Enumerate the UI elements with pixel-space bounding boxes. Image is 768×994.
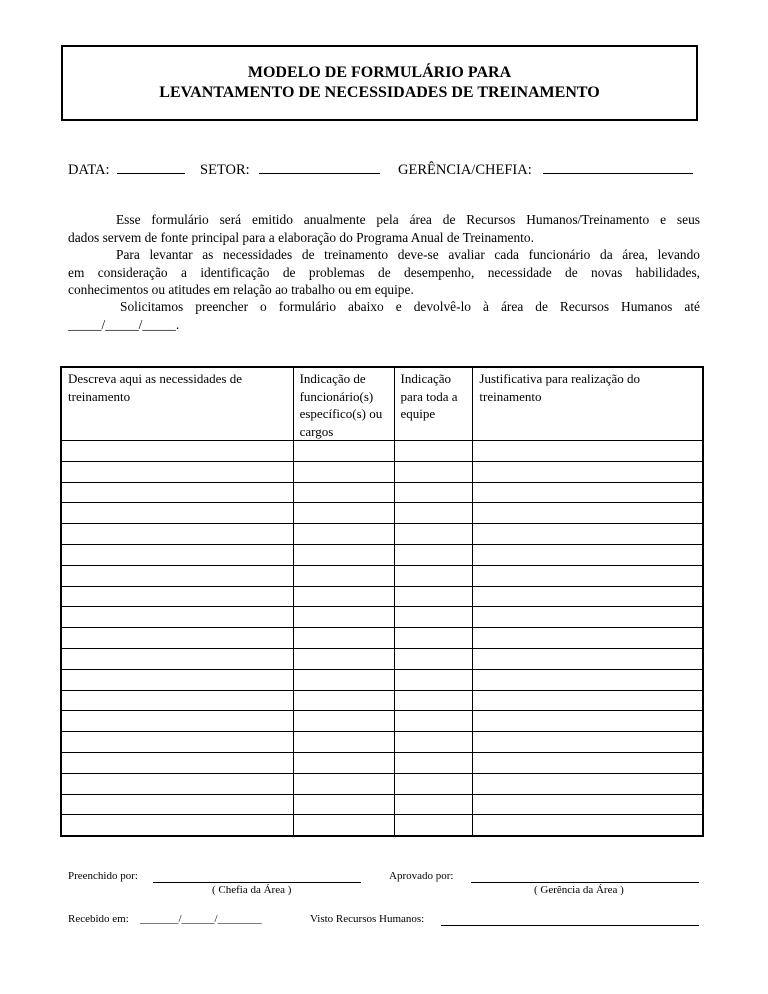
recebido-label: Recebido em: xyxy=(68,913,129,925)
table-cell-employees[interactable] xyxy=(293,461,394,482)
table-cell-team[interactable] xyxy=(394,773,473,794)
table-cell-justification[interactable] xyxy=(473,482,703,503)
table-cell-employees[interactable] xyxy=(293,794,394,815)
table-cell-justification[interactable] xyxy=(473,544,703,565)
table-cell-team[interactable] xyxy=(394,441,473,462)
preenchido-signature-line[interactable] xyxy=(153,882,361,883)
aprovado-label: Aprovado por: xyxy=(389,870,454,882)
chefia-caption: ( Chefia da Área ) xyxy=(212,884,292,896)
table-cell-employees[interactable] xyxy=(293,690,394,711)
table-cell-employees[interactable] xyxy=(293,815,394,836)
table-cell-needs[interactable] xyxy=(61,586,293,607)
gerencia-field[interactable] xyxy=(398,158,693,179)
table-cell-employees[interactable] xyxy=(293,711,394,732)
table-cell-employees[interactable] xyxy=(293,648,394,669)
intro-p1-line2: dados servem de fonte principal para a elaboração do Programa Anual de Treinamento. xyxy=(68,229,534,245)
table-row xyxy=(61,711,703,732)
table-cell-employees[interactable] xyxy=(293,628,394,649)
table-row xyxy=(61,648,703,669)
table-cell-employees[interactable] xyxy=(293,565,394,586)
table-cell-justification[interactable] xyxy=(473,690,703,711)
table-cell-justification[interactable] xyxy=(473,524,703,545)
table-cell-team[interactable] xyxy=(394,815,473,836)
table-cell-needs[interactable] xyxy=(61,669,293,690)
table-cell-team[interactable] xyxy=(394,648,473,669)
data-label: DATA: xyxy=(68,162,110,178)
table-row xyxy=(61,482,703,503)
table-cell-justification[interactable] xyxy=(473,669,703,690)
table-cell-needs[interactable] xyxy=(61,565,293,586)
table-cell-needs[interactable] xyxy=(61,461,293,482)
table-cell-team[interactable] xyxy=(394,669,473,690)
table-cell-team[interactable] xyxy=(394,544,473,565)
table-cell-team[interactable] xyxy=(394,461,473,482)
table-cell-team[interactable] xyxy=(394,690,473,711)
table-cell-team[interactable] xyxy=(394,586,473,607)
table-cell-justification[interactable] xyxy=(473,815,703,836)
data-field[interactable] xyxy=(68,158,185,179)
table-row xyxy=(61,586,703,607)
table-cell-needs[interactable] xyxy=(61,607,293,628)
table-cell-justification[interactable] xyxy=(473,565,703,586)
table-cell-employees[interactable] xyxy=(293,732,394,753)
intro-p2-line3: conhecimentos ou atitudes em relação ao trabalho ou em equipe. xyxy=(68,282,414,297)
table-row xyxy=(61,669,703,690)
table-cell-employees[interactable] xyxy=(293,669,394,690)
table-cell-needs[interactable] xyxy=(61,441,293,462)
table-row xyxy=(61,461,703,482)
visto-signature-line[interactable] xyxy=(441,925,699,926)
header-cell-team: Indicação para toda a equipe xyxy=(394,367,473,441)
setor-field[interactable] xyxy=(200,158,380,179)
table-cell-employees[interactable] xyxy=(293,524,394,545)
table-cell-employees[interactable] xyxy=(293,503,394,524)
table-cell-justification[interactable] xyxy=(473,628,703,649)
table-cell-needs[interactable] xyxy=(61,773,293,794)
table-cell-justification[interactable] xyxy=(473,732,703,753)
table-cell-needs[interactable] xyxy=(61,732,293,753)
table-cell-needs[interactable] xyxy=(61,524,293,545)
table-row xyxy=(61,441,703,462)
table-row xyxy=(61,732,703,753)
table-row xyxy=(61,752,703,773)
table-cell-team[interactable] xyxy=(394,524,473,545)
table-cell-team[interactable] xyxy=(394,503,473,524)
training-needs-table xyxy=(60,366,704,837)
table-cell-justification[interactable] xyxy=(473,607,703,628)
table-cell-team[interactable] xyxy=(394,732,473,753)
table-row xyxy=(61,565,703,586)
table-cell-employees[interactable] xyxy=(293,773,394,794)
table-row xyxy=(61,544,703,565)
table-cell-justification[interactable] xyxy=(473,711,703,732)
header-fields xyxy=(68,158,708,180)
table-cell-team[interactable] xyxy=(394,607,473,628)
table-row xyxy=(61,815,703,836)
table-cell-needs[interactable] xyxy=(61,544,293,565)
table-cell-needs[interactable] xyxy=(61,794,293,815)
form-title-box xyxy=(61,45,698,121)
table-cell-employees[interactable] xyxy=(293,441,394,462)
table-cell-employees[interactable] xyxy=(293,607,394,628)
intro-paragraph-1 xyxy=(68,211,700,246)
header-cell-needs: Descreva aqui as necessidades de treinamento xyxy=(61,367,293,441)
intro-paragraph-3 xyxy=(68,298,700,333)
form-title-line2: LEVANTAMENTO DE NECESSIDADES DE TREINAMENTO xyxy=(159,84,600,101)
setor-blank[interactable] xyxy=(259,158,380,174)
table-cell-justification[interactable] xyxy=(473,441,703,462)
table-cell-needs[interactable] xyxy=(61,482,293,503)
table-cell-team[interactable] xyxy=(394,628,473,649)
header-cell-justification: Justificativa para realização do treinamento xyxy=(473,367,703,441)
table-cell-needs[interactable] xyxy=(61,648,293,669)
gerencia-caption: ( Gerência da Área ) xyxy=(534,884,624,896)
table-cell-needs[interactable] xyxy=(61,752,293,773)
data-blank[interactable] xyxy=(117,158,185,174)
table-cell-needs[interactable] xyxy=(61,690,293,711)
table-cell-team[interactable] xyxy=(394,711,473,732)
table-cell-needs[interactable] xyxy=(61,503,293,524)
aprovado-signature-line[interactable] xyxy=(471,882,699,883)
table-row xyxy=(61,794,703,815)
table-cell-justification[interactable] xyxy=(473,648,703,669)
table-cell-team[interactable] xyxy=(394,565,473,586)
intro-p1-line1: Esse formulário será emitido anualmente pela área de Recursos Humanos/Treinamento e seus xyxy=(116,212,700,227)
table-cell-needs[interactable] xyxy=(61,711,293,732)
table-header-row xyxy=(61,367,703,441)
table-cell-team[interactable] xyxy=(394,482,473,503)
recebido-date-blank[interactable]: _______/______/________ xyxy=(140,913,262,925)
table-cell-justification[interactable] xyxy=(473,794,703,815)
intro-p3-line2: _____/_____/_____. xyxy=(68,316,180,332)
table-row xyxy=(61,628,703,649)
table-cell-justification[interactable] xyxy=(473,503,703,524)
table-cell-justification[interactable] xyxy=(473,461,703,482)
gerencia-blank[interactable] xyxy=(543,158,693,174)
table-cell-employees[interactable] xyxy=(293,482,394,503)
table-cell-justification[interactable] xyxy=(473,586,703,607)
header-cell-employees: Indicação de funcionário(s) específico(s) ou cargos xyxy=(293,367,394,441)
table-cell-employees[interactable] xyxy=(293,544,394,565)
table-cell-employees[interactable] xyxy=(293,752,394,773)
table-cell-justification[interactable] xyxy=(473,752,703,773)
table-cell-team[interactable] xyxy=(394,752,473,773)
intro-p3-line1: Solicitamos preencher o formulário abaixo e devolvê-lo à área de Recursos Humanos até xyxy=(120,299,700,314)
table-row xyxy=(61,690,703,711)
intro-p2-line1: Para levantar as necessidades de treinamento deve-se avaliar cada funcionário da área, levando xyxy=(116,247,700,262)
visto-label: Visto Recursos Humanos: xyxy=(310,913,425,925)
setor-label: SETOR: xyxy=(200,162,250,178)
table-row xyxy=(61,607,703,628)
table-cell-needs[interactable] xyxy=(61,628,293,649)
table-cell-team[interactable] xyxy=(394,794,473,815)
table-cell-justification[interactable] xyxy=(473,773,703,794)
form-title-line1: MODELO DE FORMULÁRIO PARA xyxy=(247,64,512,81)
table-row xyxy=(61,773,703,794)
gerencia-label: GERÊNCIA/CHEFIA: xyxy=(398,162,532,178)
intro-p2-line2: em consideração a identificação de problemas de desempenho, necessidade de novas habilidades, xyxy=(68,264,700,280)
table-cell-employees[interactable] xyxy=(293,586,394,607)
preenchido-label: Preenchido por: xyxy=(68,870,138,882)
table-cell-needs[interactable] xyxy=(61,815,293,836)
table-row xyxy=(61,503,703,524)
intro-paragraph-2 xyxy=(68,246,700,299)
table-row xyxy=(61,524,703,545)
